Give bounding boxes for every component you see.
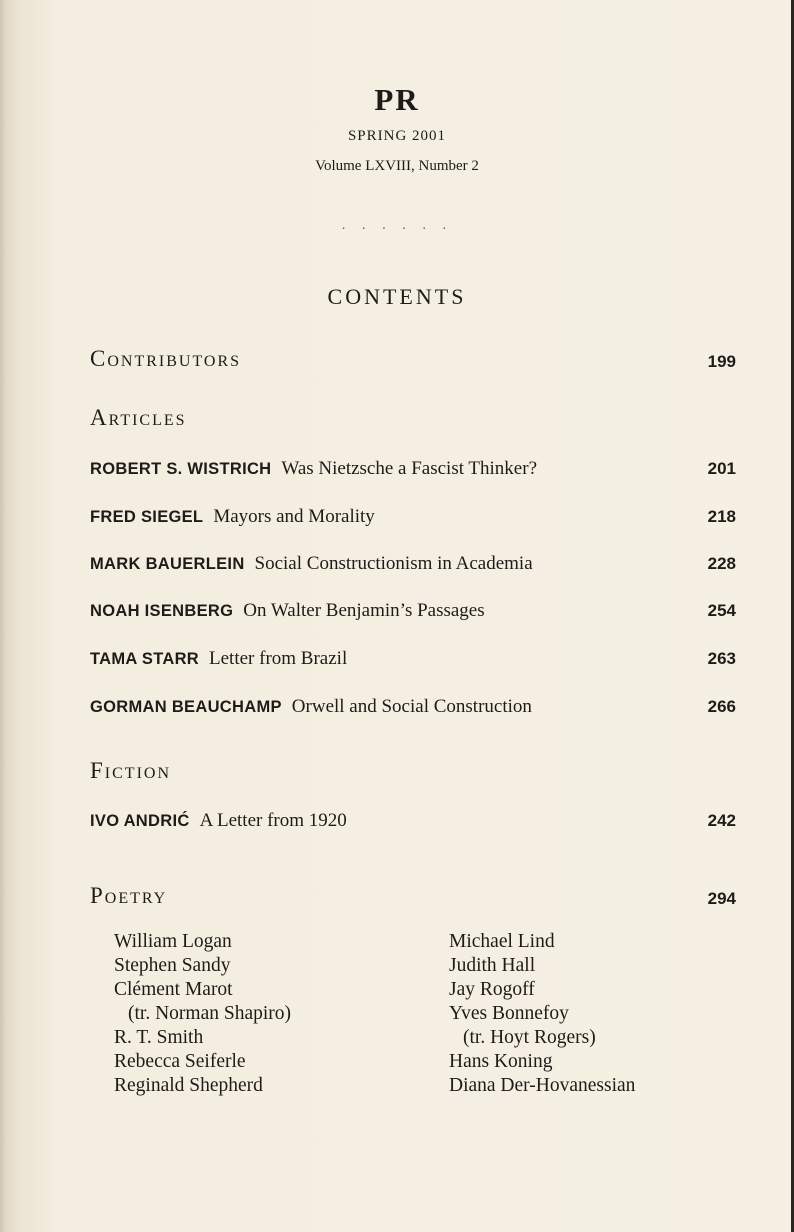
poet-list-right <box>449 930 635 1098</box>
entry-page-number: 201 <box>707 459 736 478</box>
poet-name: Michael Lind <box>449 931 555 952</box>
contributors-page-number: 199 <box>707 352 736 371</box>
entry-author: ROBERT S. WISTRICH <box>90 460 272 478</box>
section-contributors: Contributors <box>90 346 242 371</box>
entry-title: Social Constructionism in Academia <box>254 553 533 574</box>
poet-name: Stephen Sandy <box>114 955 231 976</box>
entry-page-number: 266 <box>707 697 736 716</box>
entry-title: Mayors and Morality <box>213 506 375 527</box>
poet-name: Rebecca Seiferle <box>114 1051 246 1072</box>
page-spine-shadow <box>0 0 6 1232</box>
ornament-divider: · · · · · · <box>341 222 453 237</box>
section-articles: Articles <box>90 405 187 430</box>
translator-note: (tr. Hoyt Rogers) <box>463 1027 596 1048</box>
entry-page-number: 228 <box>707 554 736 573</box>
entry-author: GORMAN BEAUCHAMP <box>90 698 282 716</box>
entry-title: On Walter Benjamin’s Passages <box>243 600 485 621</box>
section-poetry: Poetry <box>90 883 168 908</box>
toc-entry[interactable] <box>90 458 736 480</box>
issue-volume: Volume LXVIII, Number 2 <box>315 158 479 174</box>
translator-note: (tr. Norman Shapiro) <box>128 1003 292 1024</box>
entry-title: Orwell and Social Construction <box>291 696 532 717</box>
poet-name: Diana Der-Hovanessian <box>449 1075 636 1096</box>
poet-name: Yves Bonnefoy <box>449 1003 569 1024</box>
entry-author: FRED SIEGEL <box>90 508 204 526</box>
entry-title: Was Nietzsche a Fascist Thinker? <box>281 458 537 479</box>
entry-page-number: 254 <box>707 601 736 620</box>
entry-page-number: 263 <box>707 649 736 668</box>
section-fiction: Fiction <box>90 758 172 783</box>
entry-author: TAMA STARR <box>90 650 200 668</box>
entry-page-number: 218 <box>707 507 736 526</box>
journal-logo: PR <box>374 82 420 117</box>
poet-name: Hans Koning <box>449 1051 553 1072</box>
entry-title: Letter from Brazil <box>209 648 348 669</box>
issue-season: SPRING 2001 <box>347 128 447 144</box>
toc-entry[interactable] <box>90 696 736 718</box>
poet-name: William Logan <box>114 931 232 952</box>
poet-name: R. T. Smith <box>114 1027 204 1048</box>
entry-author: IVO ANDRIĆ <box>90 812 190 830</box>
entry-author: MARK BAUERLEIN <box>90 555 245 573</box>
toc-entry[interactable] <box>90 506 736 528</box>
toc-entry[interactable] <box>90 553 736 575</box>
poet-name: Reginald Shepherd <box>114 1075 263 1096</box>
toc-entry[interactable] <box>90 600 736 622</box>
entry-title: A Letter from 1920 <box>199 810 347 831</box>
poet-name: Judith Hall <box>449 955 536 976</box>
poetry-page-number: 294 <box>707 889 736 908</box>
contents-heading: CONTENTS <box>327 284 467 309</box>
entry-page-number: 242 <box>707 811 736 830</box>
entry-author: NOAH ISENBERG <box>90 602 234 620</box>
poet-list-left <box>114 930 291 1098</box>
toc-entry[interactable] <box>90 648 736 670</box>
toc-entry[interactable] <box>90 810 736 832</box>
poet-name: Jay Rogoff <box>449 979 535 1000</box>
poet-name: Clément Marot <box>114 979 233 1000</box>
